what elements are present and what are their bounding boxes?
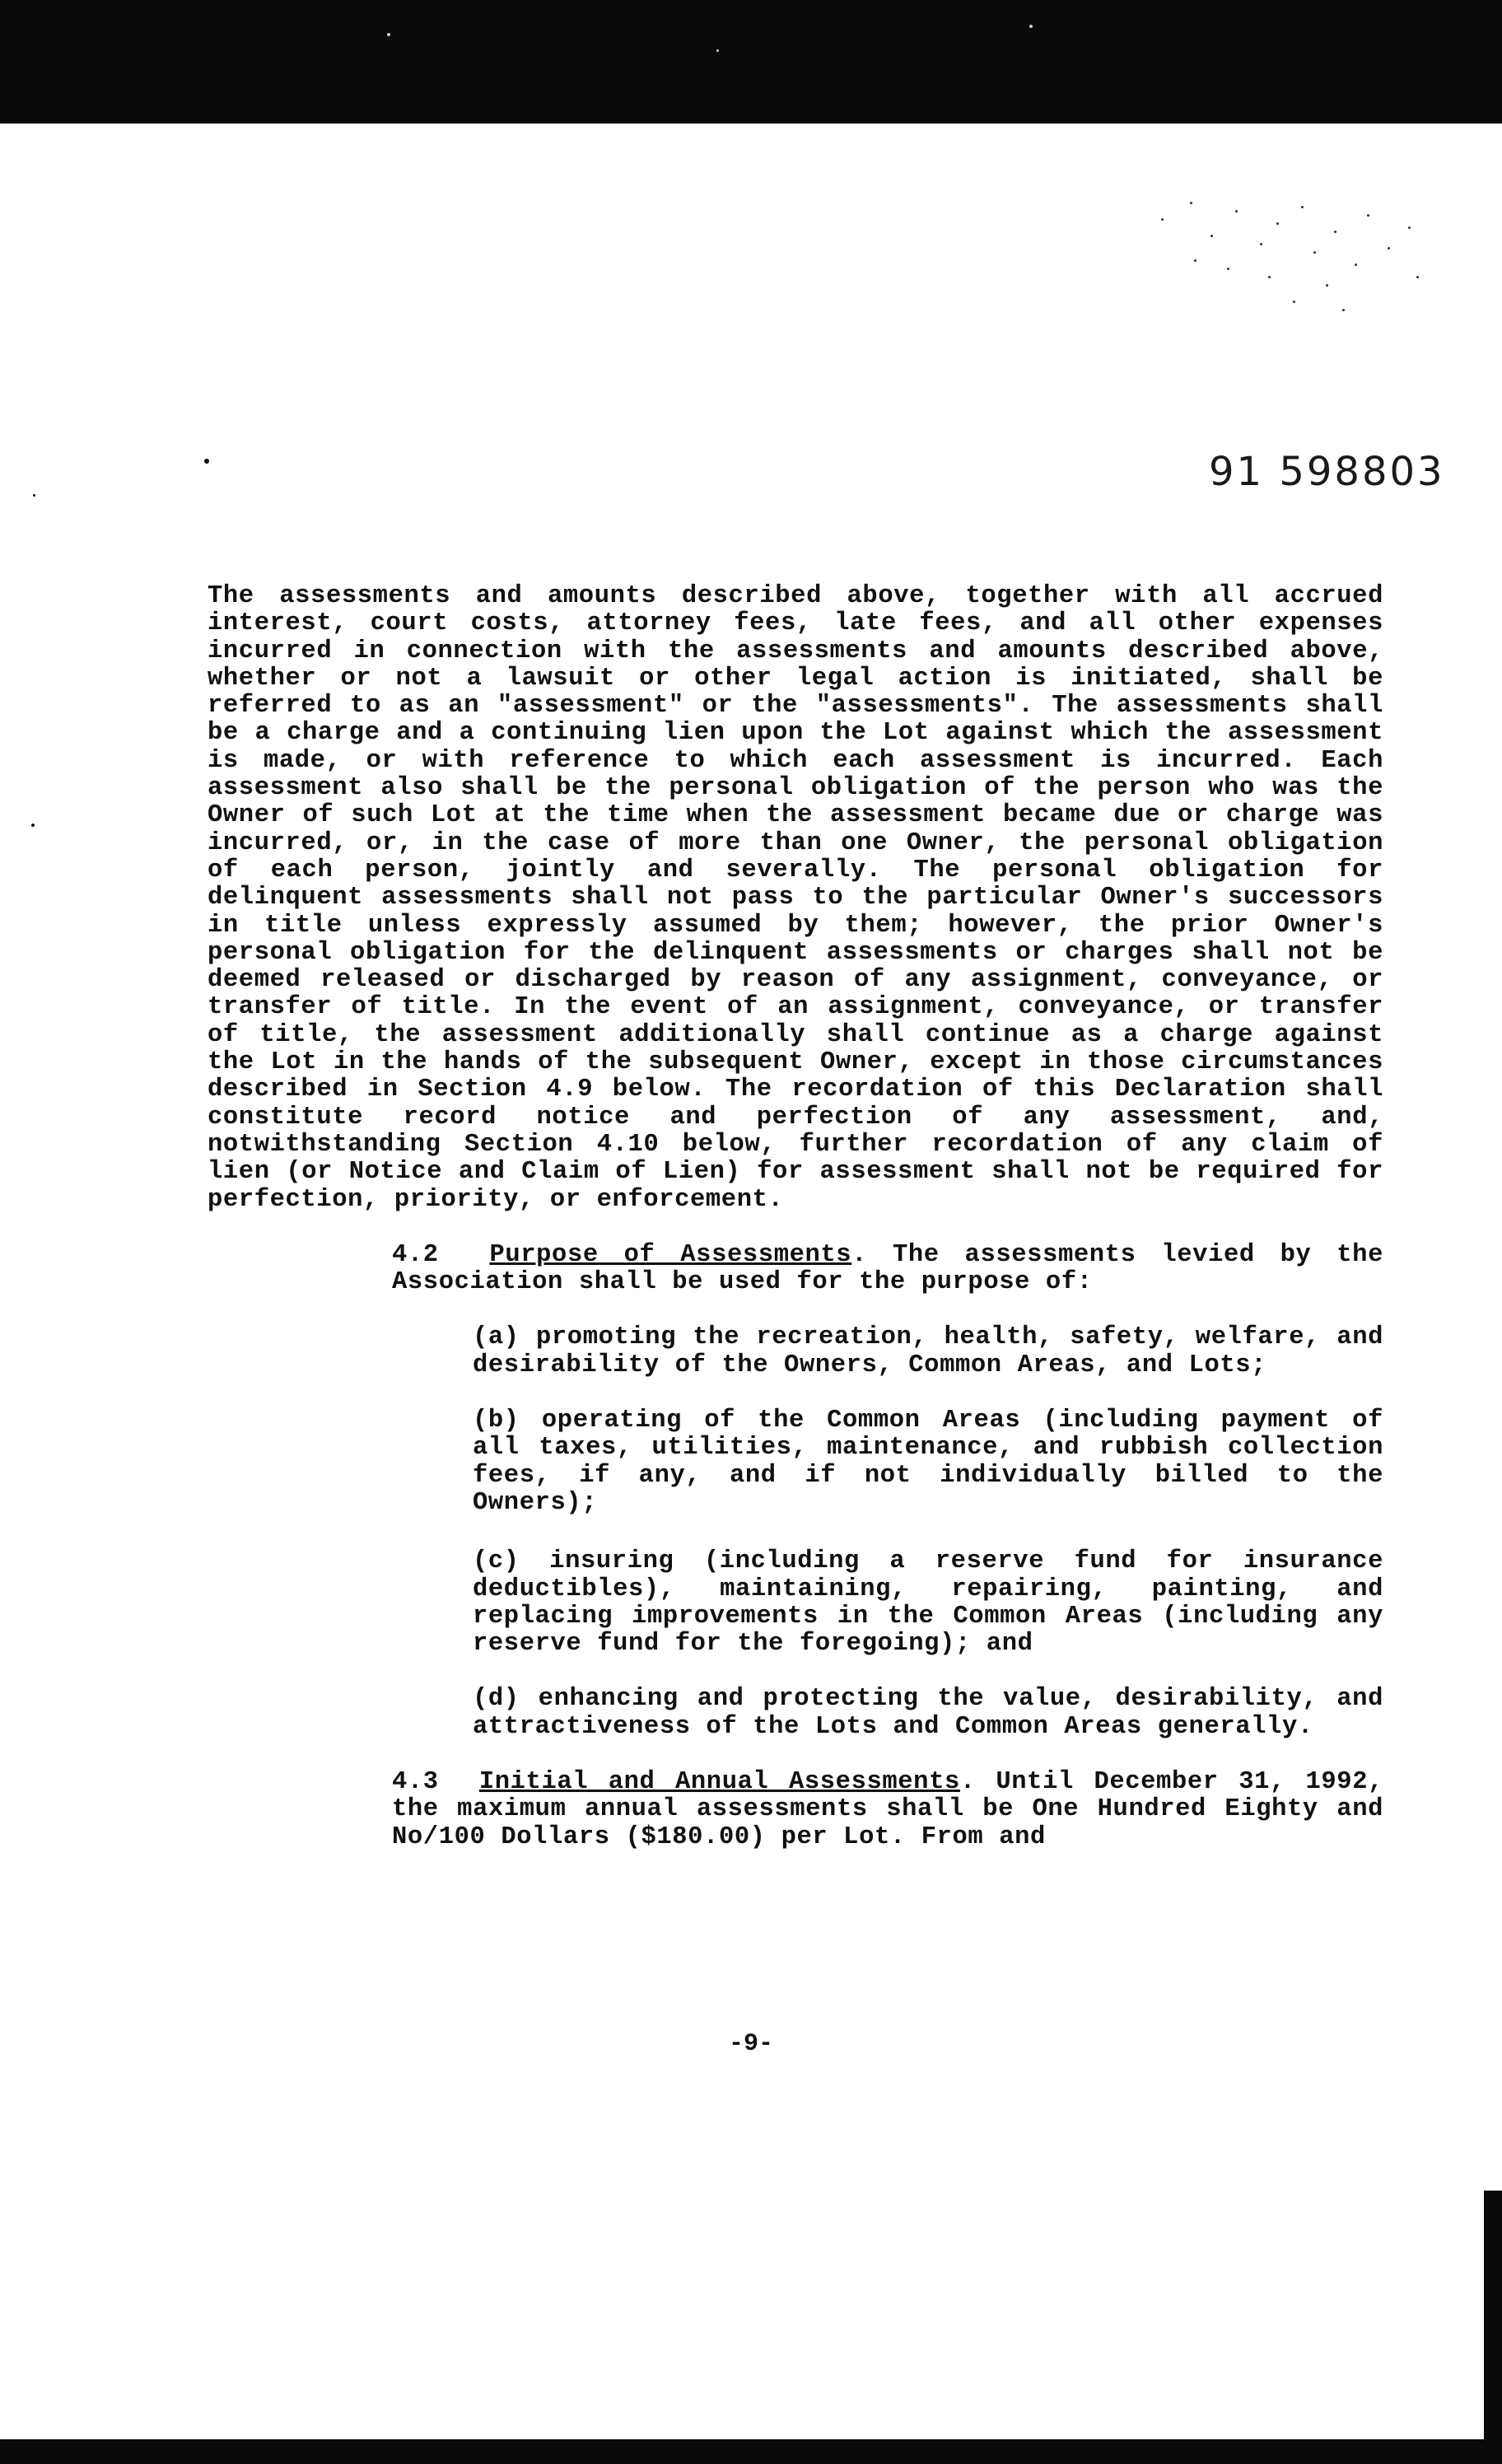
scan-speck [387, 33, 390, 36]
document-body [208, 583, 1383, 1851]
section-text: . Until December 31, 1992, the maximum annual assessments shall be One Hundred Eighty and No/100 Dollars ($180.00) per Lot. From and [392, 1767, 1384, 1851]
list-item-c: (c) insuring (including a reserve fund for insurance deductibles), maintaining, repairing, painting, and replacing improvements in the Common Areas (including any reserve fund for the foregoing); and [473, 1547, 1383, 1659]
scan-speck [1029, 25, 1033, 28]
margin-mark [33, 494, 35, 497]
margin-mark [31, 824, 35, 827]
paragraph-intro: The assessments and amounts described above, together with all accrued interest, court costs, attorney fees, late fees, and all other expenses incurred in connection with the assessments and amounts described above, whether or not a lawsuit or other legal action is initiated, shall be referred to as an "assessment" or the "assessments". The assessments shall be a charge and a continuing lien upon the Lot against which the assessment is made, or with reference to which each assessment is incurred. Each assessment also shall be the personal obligation of the person who was the Owner of such Lot at the time when the assessment became due or charge was incurred, or, in the case of more than one Owner, the personal obligation of each person, jointly and severally. The personal obligation for delinquent assessments shall not pass to the particular Owner's successors in title unless expressly assumed by them; however, the prior Owner's personal obligation for the delinquent assessments or charges shall not be deemed released or discharged by reason of any assignment, conveyance, or transfer of title. In the event of an assignment, conveyance, or transfer of title, the assessment additionally shall continue as a charge against the Lot in the hands of the subsequent Owner, except in those circumstances described in Section 4.9 below. The recordation of this Declaration shall constitute record notice and perfection of any assessment, and, notwithstanding Section 4.10 below, further recordation of any claim of lien (or Notice and Claim of Lien) for assessment shall not be required for perfection, priority, or enforcement. [208, 582, 1383, 1214]
list-item-b: (b) operating of the Common Areas (including payment of all taxes, utilities, maintenance, and rubbish collection fees, if any, and if not individually billed to the Owners); [473, 1407, 1383, 1517]
section-4-2 [208, 1242, 1383, 1297]
list-item-d: (d) enhancing and protecting the value, desirability, and attractiveness of the Lots and Common Areas generally. [473, 1685, 1383, 1741]
scan-top-border [0, 0, 1502, 124]
section-number: 4.2 [392, 1240, 439, 1269]
section-text: . The assessments levied by the Association shall be used for the purpose of: [392, 1240, 1383, 1297]
scan-speck [716, 49, 719, 52]
document-number: 91 598803 [1209, 449, 1445, 495]
margin-mark [204, 459, 209, 464]
scan-stipple-noise [1145, 185, 1441, 325]
section-heading: Purpose of Assessments [489, 1240, 852, 1269]
section-number: 4.3 [392, 1767, 439, 1796]
section-4-3 [208, 1769, 1383, 1851]
page-number: -9- [728, 2030, 773, 2058]
section-heading: Initial and Annual Assessments [478, 1767, 960, 1796]
list-item-a: (a) promoting the recreation, health, safety, welfare, and desirability of the Owners, Common Areas, and Lots; [473, 1323, 1383, 1379]
scan-bottom-border [0, 2439, 1502, 2464]
scan-right-border [1484, 2191, 1502, 2464]
